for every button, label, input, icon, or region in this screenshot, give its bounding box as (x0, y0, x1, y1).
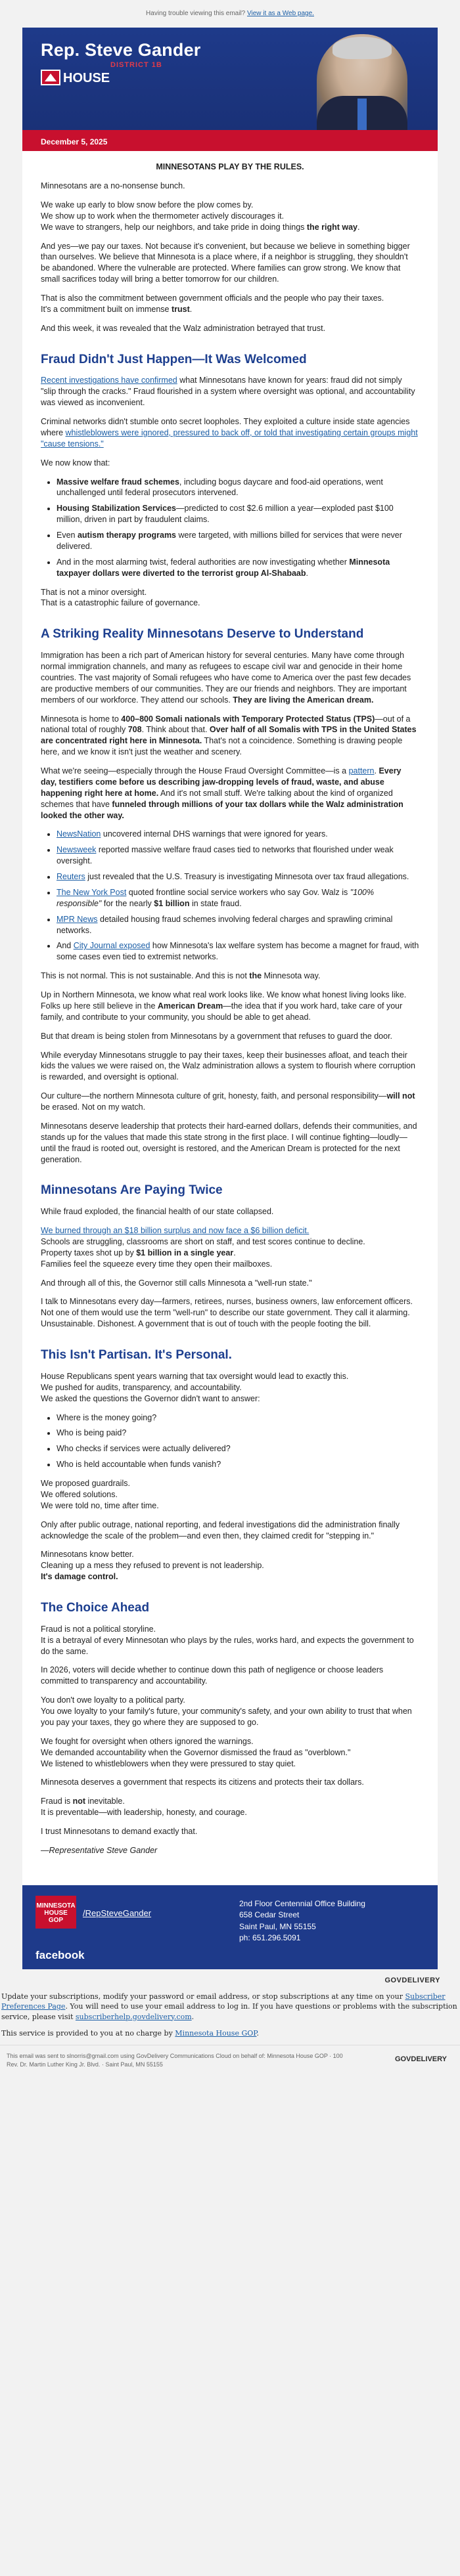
s2-p6: But that dream is being stolen from Minnesotans by a government that refuses to guard the door. (41, 1031, 393, 1041)
govdelivery-bar (0, 1969, 460, 1992)
s2-p5: Up in Northern Minnesota, we know what real work looks like. We know what honest living looks like. Folks up here still believe in the American Dream—the idea that if you work hard, take care of your family, and contribute to your community, you should be able to get ahead. (41, 990, 407, 1022)
footer-banner (22, 1885, 438, 1969)
subscription-notice (0, 1992, 460, 2039)
list-item: • Where is the money going? (57, 1412, 419, 1424)
fine-print-line2: Rev. Dr. Martin Luther King Jr. Blvd. · Saint Paul, MN 55155 (7, 2061, 163, 2068)
s2-p7: While everyday Minnesotans struggle to pay their taxes, keep their businesses afloat, and teach their kids the values we were raised on, the Walz administration allows a system to flourish where corruption is rewarded, and oversight is optional. (41, 1050, 415, 1082)
s5-p1: Fraud is not a political storyline. It is a betrayal of every Minnesotan who plays by the rules, works hard, and expects the government to do the same. (41, 1624, 414, 1656)
s5-p6: Fraud is not inevitable. It is preventable—with leadership, honesty, and courage. (41, 1797, 247, 1818)
list-item: • Reuters just revealed that the U.S. Treasury is investigating Minnesota over tax fraud allegations. (57, 871, 419, 883)
surplus-deficit-link[interactable]: We burned through an $18 billion surplus and now face a $6 billion deficit. (41, 1226, 310, 1236)
house-gop-link[interactable]: Minnesota House GOP (175, 2028, 257, 2038)
s2-p4: This is not normal. This is not sustainable. And this is not the Minnesota way. (41, 971, 321, 981)
list-item: • Who checks if services were actually delivered? (57, 1443, 419, 1454)
chamber-label: HOUSE (63, 71, 110, 85)
subscriber-preferences-link[interactable]: Subscriber Preferences Page (1, 1992, 446, 2011)
facebook-logo-icon[interactable]: facebook (35, 1948, 85, 1961)
representative-photo (317, 34, 407, 130)
view-web-page-link[interactable]: View it as a Web page. (247, 10, 314, 17)
s2-p9: Minnesotans deserve leadership that protects their hard-earned dollars, defends their communities, and stands up for the values that made this state strong in the first place. I will continue fighting—loudly—until the fraud is rooted out, oversight is restored, and the American Dream is protected for the next generation. (41, 1121, 417, 1164)
intro-p3: And yes—we pay our taxes. Not because it's convenient, but because we believe in something bigger than ourselves. We believe that Minnesota is a place where, if a neighbor is struggling, they shouldn't be abandoned. Where the vulnerable are protected. Where families can grow strong. We know that small sacrifices today will bring a better tomorrow for our children. (41, 241, 410, 284)
pattern-link[interactable]: pattern (348, 766, 375, 776)
intro-p1: Minnesotans are a no-nonsense bunch. (41, 181, 185, 191)
representative-name: Rep. Steve Gander (41, 40, 201, 60)
list-item: • Even autism therapy programs were targeted, with millions billed for services that were never delivered. (57, 530, 419, 552)
newsletter-body (22, 28, 438, 1969)
list-item: • And City Journal exposed how Minnesota's lax welfare system has become a magnet for fraud, with some cases even tied to extremist networks. (57, 940, 419, 963)
investigations-link[interactable]: Recent investigations have confirmed (41, 376, 177, 385)
fraud-list (41, 477, 419, 579)
s5-p3: You don't owe loyalty to a political party. You owe loyalty to your family's future, your community's safety, and your own ability to trust that when you pay your taxes, they go where they are supposed to go. (41, 1695, 412, 1727)
subscription-p2: This service is provided to you at no charge by Minnesota House GOP. (1, 2028, 259, 2038)
s2-p1: Immigration has been a rich part of American history for several centuries. Many have come through normal immigration channels, and many as refugees to escape civil war and genocide in their home countries. The vast majority of Somali refugees who have come to America over the past few decades are productive members of our communities. They are our friends and neighbors. They are important members of our workforce. They attend our schools. They are living the American dream. (41, 651, 411, 705)
s4-p4: Minnesotans know better. Cleaning up a mess they refused to prevent is not leadership. It's damage control. (41, 1550, 264, 1582)
s1-p1: Recent investigations have confirmed what Minnesotans have known for years: fraud did not simply "slip through the cracks." Fraud flourished in a system where oversight was optional, and accountability was viewed as inconvenient. (41, 376, 415, 408)
s1-p3: We now know that: (41, 458, 110, 468)
newsnation-link[interactable]: NewsNation (57, 829, 101, 839)
trouble-viewing-text: Having trouble viewing this email? (146, 10, 246, 17)
office-address: 2nd Floor Centennial Office Building 658 Cedar Street Saint Paul, MN 55155 ph: 651.296.5091 (239, 1898, 365, 1942)
s2-p3: What we're seeing—especially through the House Fraud Oversight Committee—is a pattern. Every day, testifiers come before us describing jaw-dropping levels of fraud, waste, and abuse happening right here at home. And it's not small stuff. We're talking about the kind of organized schemes that have funneled through millions of your tax dollars while the Walz administration looked the other way. (41, 766, 403, 820)
list-item: • MPR News detailed housing fraud schemes involving federal charges and sprawling criminal networks. (57, 914, 419, 936)
signature: —Representative Steve Gander (41, 1845, 158, 1855)
whistleblowers-link[interactable]: whistleblowers were ignored, pressured to back off, or told that investigating certain groups might "cause tensions." (41, 427, 418, 448)
list-item: • Newsweek reported massive welfare fraud cases tied to networks that flourished under weak oversight. (57, 844, 419, 867)
mpr-news-link[interactable]: MPR News (57, 914, 98, 924)
fine-print-line1: This email was sent to slnorris@gmail.com using GovDelivery Communications Cloud on behalf of: Minnesota House GOP · 100 (7, 2053, 343, 2060)
section-title-paying-twice: Minnesotans Are Paying Twice (41, 1183, 223, 1198)
s4-p2: We proposed guardrails. We offered solutions. We were told no, time after time. (41, 1479, 159, 1510)
section-title-personal: This Isn't Partisan. It's Personal. (41, 1348, 232, 1363)
facebook-handle-link[interactable]: /RepSteveGander (83, 1908, 152, 1918)
list-item: • And in the most alarming twist, federal authorities are now investigating whether Minnesota taxpayer dollars were diverted to the terrorist group Al-Shabaab. (57, 557, 419, 579)
list-item: • Housing Stabilization Services—predicted to cost $2.6 million a year—exploded past $100 million, driven in part by fraudulent claims. (57, 503, 419, 525)
header-banner (22, 28, 438, 133)
s2-p2: Minnesota is home to 400–800 Somali nationals with Temporary Protected Status (TPS)—out of a national total of roughly 708. Think about that. Over half of all Somalis with TPS in the United States are concentrated right here in Minnesota. That's not a coincidence. Something is drawing people here, and we know it isn't just the weather and scenery. (41, 714, 417, 757)
intro-p5: And this week, it was revealed that the Walz administration betrayed that trust. (41, 323, 326, 333)
list-item: • Who is being paid? (57, 1428, 419, 1439)
s4-p1: House Republicans spent years warning that tax oversight would lead to exactly this. We pushed for audits, transparency, and accountability. We asked the questions the Governor didn't want to answer: (41, 1371, 349, 1403)
fine-print (0, 2045, 460, 2068)
newsweek-link[interactable]: Newsweek (57, 845, 97, 855)
s5-p2: In 2026, voters will decide whether to continue down this path of negligence or choose leaders committed to transparency and accountability. (41, 1665, 384, 1686)
s3-p2: We burned through an $18 billion surplus and now face a $6 billion deficit. Schools are struggling, classrooms are short on staff, and test scores continue to decline. Property taxes shot up by $1 billion in a single year. Families feel the squeeze every time they open their mailboxes. (41, 1226, 365, 1269)
s5-p7: I trust Minnesotans to demand exactly that. (41, 1827, 198, 1837)
s3-p4: I talk to Minnesotans every day—farmers, retirees, nurses, business owners, law enforcement officers. Not one of them would use the term "well-run" to describe our state government. They call it alarming. Unsustainable. Dishonest. A government that is out of touch with the people footing the bill. (41, 1297, 413, 1329)
date-bar: December 5, 2025 (22, 133, 438, 151)
intro-p4: That is also the commitment between government officials and the people who pay their taxes. It's a commitment built on immense trust. (41, 294, 384, 314)
mn-house-gop-logo: MINNESOTA HOUSE GOP (35, 1896, 76, 1929)
s2-p8: Our culture—the northern Minnesota culture of grit, honesty, faith, and personal responsibility—will not be erased. Not on my watch. (41, 1091, 415, 1112)
intro-p2: We wake up early to blow snow before the plow comes by. We show up to work when the thermometer actively discourages it. We wave to strangers, help our neighbors, and take pride in doing things the right way. (41, 200, 360, 232)
list-item: • Who is held accountable when funds vanish? (57, 1459, 419, 1470)
questions-list (41, 1412, 419, 1471)
section-title-fraud: Fraud Didn't Just Happen—It Was Welcomed (41, 352, 307, 366)
subscriber-help-link[interactable]: subscriberhelp.govdelivery.com (75, 2012, 192, 2021)
city-journal-link[interactable]: City Journal exposed (73, 941, 150, 951)
section-title-choice: The Choice Ahead (41, 1601, 150, 1615)
view-in-browser-bar (0, 0, 460, 28)
s1-p4: That is not a minor oversight. That is a catastrophic failure of governance. (41, 587, 200, 608)
govdelivery-footer-logo: GOVDELIVERY (394, 2055, 447, 2064)
sources-list (41, 829, 419, 963)
list-item: • Massive welfare fraud schemes, including bogus daycare and food-aid operations, went unchallenged until federal prosecutors intervened. (57, 477, 419, 499)
section-title-reality: A Striking Reality Minnesotans Deserve to Understand (41, 627, 364, 642)
mn-flag-icon (41, 70, 60, 85)
district-label: DISTRICT 1B (110, 61, 162, 69)
s5-p4: We fought for oversight when others ignored the warnings. We demanded accountability when the Governor dismissed the fraud as "overblown." We listened to whistleblowers when they were pressured to stay quiet. (41, 1736, 351, 1768)
s1-p2: Criminal networks didn't stumble onto secret loopholes. They exploited a culture inside state agencies where whistleblowers were ignored, pressured to back off, or told that investigating certain groups might "cause tensions." (41, 417, 418, 448)
article-content (22, 151, 438, 1872)
nypost-link[interactable]: The New York Post (57, 887, 127, 897)
list-item: • The New York Post quoted frontline social service workers who say Gov. Walz is "100% responsible" for the nearly $1 billion in state fraud. (57, 887, 419, 909)
s3-p3: And through all of this, the Governor still calls Minnesota a "well-run state." (41, 1278, 312, 1288)
s5-p5: Minnesota deserves a government that respects its citizens and protects their tax dollars. (41, 1778, 364, 1787)
subscription-p1: Update your subscriptions, modify your password or email address, or stop subscriptions at any time on your Subscriber Preferences Page. You will need to use your email address to log in. If you have questions or problems with the subscription service, please visit subscriberhelp.govdelivery.com. (1, 1992, 457, 2021)
reuters-link[interactable]: Reuters (57, 872, 85, 882)
list-item: • NewsNation uncovered internal DHS warnings that were ignored for years. (57, 829, 419, 840)
govdelivery-logo: GOVDELIVERY (384, 1976, 440, 1984)
s3-p1: While fraud exploded, the financial health of our state collapsed. (41, 1207, 274, 1217)
s4-p3: Only after public outrage, national reporting, and federal investigations did the administration finally acknowledge the scale of the problem—and even then, they claimed credit for "stepping in." (41, 1519, 400, 1540)
intro-headline: MINNESOTANS PLAY BY THE RULES. (156, 162, 304, 172)
